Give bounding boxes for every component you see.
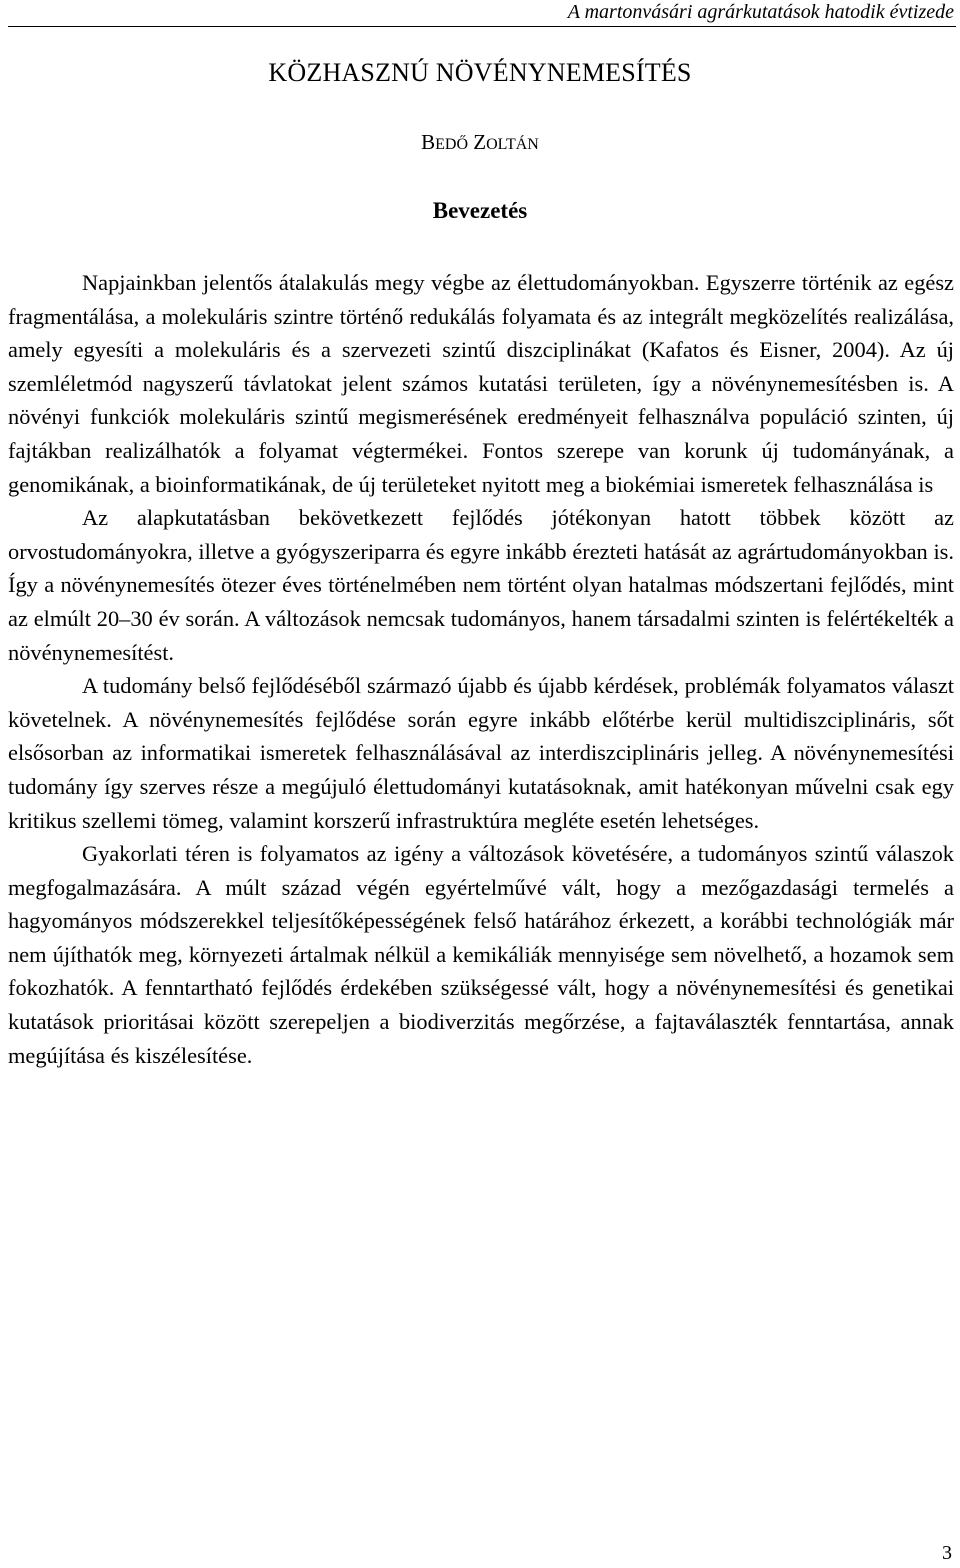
body-text xyxy=(8,266,954,1072)
running-header: A martonvásári agrárkutatások hatodik évtizede xyxy=(567,1,954,23)
paragraph: Gyakorlati téren is folyamatos az igény a változások követésére, a tudományos szintű válaszok megfogalmazására. A múlt század végén egyértelművé vált, hogy a mezőgazdasági termelés a hagyományos módszerekkel teljesítőképességének felső határához érkezett, a korábbi technológiák már nem újíthatók meg, környezeti ártalmak nélkül a kemikáliák mennyisége sem növelhető, a hozamok sem fokozhatók. A fenntartható fejlődés érdekében szükségessé vált, hogy a növénynemesítési és genetikai kutatások prioritásai között szerepeljen a biodiverzitás megőrzése, a fajtaválaszték fenntartása, annak megújítása és kiszélesítése. xyxy=(8,841,954,1068)
author-name-text: BEDŐ ZOLTÁN xyxy=(421,130,539,154)
paragraph: Napjainkban jelentős átalakulás megy végbe az élettudományokban. Egyszerre történik az egész fragmentálása, a molekuláris szintre történő redukálás folyamata és az integrált megközelítés realizálása, amely egyesíti a molekuláris és a szervezeti szintű diszciplinákat (Kafatos és Eisner, 2004). Az új szemléletmód nagyszerű távlatokat jelent számos kutatási területen, így a növénynemesítésben is. A növényi funkciók molekuláris szintű megismerésének eredményeit felhasználva populáció szinten, új fajtákban realizálhatók a folyamat végtermékei. Fontos szerepe van korunk új tudományának, a genomikának, a bioinformatikának, de új területeket nyitott meg a biokémiai ismeretek felhasználása is xyxy=(8,270,954,497)
header-divider xyxy=(8,26,956,27)
section-heading: Bevezetés xyxy=(432,198,528,223)
author-name xyxy=(0,128,960,159)
paper-title: KÖZHASZNÚ NÖVÉNYNEMESÍTÉS xyxy=(268,58,692,87)
paragraph: Az alapkutatásban bekövetkezett fejlődés jótékonyan hatott többek között az orvostudományokra, illetve a gyógyszeriparra és egyre inkább érezteti hatását az agrártudományokban is. Így a növénynemesítés ötezer éves történelmében nem történt olyan hatalmas módszertani fejlődés, mint az elmúlt 20–30 év során. A változások nemcsak tudományos, hanem társadalmi szinten is felértékelték a növénynemesítést. xyxy=(8,505,954,665)
page-number: 3 xyxy=(942,1542,952,1564)
paragraph: A tudomány belső fejlődéséből származó újabb és újabb kérdések, problémák folyamatos választ követelnek. A növénynemesítés fejlődése során egyre inkább előtérbe kerül multidiszciplináris, sőt elsősorban az informatikai ismeretek felhasználásával az interdiszciplináris jelleg. A növénynemesítési tudomány így szerves része a megújuló élettudományi kutatásoknak, amit hatékonyan művelni csak egy kritikus szellemi tömeg, valamint korszerű infrastruktúra megléte esetén lehetséges. xyxy=(8,673,954,833)
